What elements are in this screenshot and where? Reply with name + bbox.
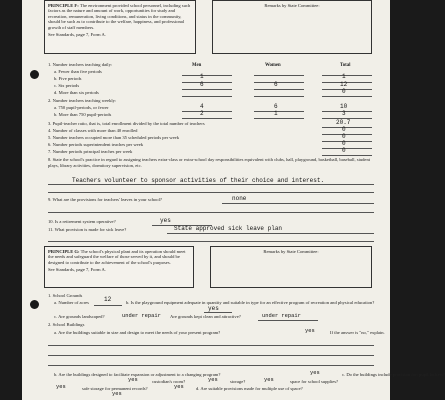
g1d-answer: under repair — [262, 313, 301, 319]
remarks-label: Remarks by State Committee: — [263, 249, 319, 254]
custodian-label: custodian's room? — [152, 379, 186, 384]
q2a-women: 6 — [274, 103, 278, 110]
remarks-box-f — [212, 0, 372, 54]
q9-label: 9. What are the provisions for teachers' leaves in your school? — [48, 197, 162, 202]
g2c-answer: yes — [128, 377, 138, 383]
q10-answer: yes — [160, 217, 171, 224]
q1c-men: 6 — [200, 81, 204, 88]
g1b-label: b. Is the playground equipment adequate in quantity and suitable in type for an effective program of recreation and physical education? — [126, 300, 375, 305]
q1b-men: 1 — [200, 73, 204, 80]
safe-answer: yes — [174, 384, 184, 390]
q1d-label: d. More than six periods — [54, 90, 99, 95]
q2b-men: 2 — [200, 110, 204, 117]
q6-label: 6. Number periods superintendent teaches per week — [48, 142, 144, 147]
q10-label: 10. Is a retirement system operative? — [48, 219, 116, 224]
storage-label: storage? — [230, 379, 246, 384]
punch-hole — [30, 70, 39, 79]
principle-g-title: PRINCIPLE G: — [48, 249, 80, 254]
q2-label: 2. Number teachers teaching weekly: — [48, 98, 117, 103]
q1c-total: 12 — [340, 81, 348, 88]
g1b-answer: yes — [208, 305, 219, 312]
remarks-label: Remarks by State Committee: — [264, 3, 320, 8]
remarks-box-g — [210, 246, 372, 288]
g2b-label: b. Are the buildings designed to facilitate expansion or adjustment to a changing program? — [54, 372, 221, 377]
q11-label: 11. What provision is made for sick leave? — [48, 227, 127, 232]
g1a-label: a. Number of acres — [54, 300, 89, 305]
q2b-label: b. More than 750 pupil-periods — [54, 112, 112, 117]
q3-label: 3. Pupil-teacher ratio, that is, total enrollment divided by the total number of teachers — [48, 121, 205, 126]
principle-f-box — [44, 0, 196, 54]
principle-f-title: PRINCIPLE F: — [48, 3, 79, 8]
g2b-answer: yes — [310, 370, 320, 376]
q1b-label: b. Five periods — [54, 76, 82, 81]
q4-label: 4. Number of classes with more than 40 enrolled — [48, 128, 138, 133]
column-men: Men — [192, 63, 202, 68]
g2d-answer: yes — [112, 391, 122, 397]
principle-f-reference: See Standards, page 7, Form A. — [48, 32, 106, 38]
punch-hole — [30, 300, 39, 309]
q11-answer: State approved sick leave plan — [174, 225, 283, 232]
g1d-label: Are grounds kept clean and attractive? — [170, 314, 241, 319]
principle-g-reference: See Standards, page 7, Form A. — [48, 267, 106, 273]
q2b-women: 1 — [274, 110, 278, 117]
supplies-answer: yes — [56, 384, 66, 390]
q5-value: 0 — [342, 133, 346, 140]
q3-value: 20.7 — [336, 119, 351, 126]
q7-value: 0 — [342, 147, 346, 154]
g1-label: 1. School Grounds — [48, 293, 83, 298]
q1c-women: 6 — [274, 81, 278, 88]
q1b-total: 1 — [342, 73, 346, 80]
principle-f-text: The environment provided school personnel, including such factors as the nature and amount of work, opportunities for study and recreation, remuneration, living conditions, and status in the community, should be such as to contribute to the welfare, happiness, and professional growth of staff members. — [48, 3, 191, 30]
q4-value: 0 — [342, 126, 346, 133]
principle-g-box — [44, 246, 194, 288]
q9-answer: none — [232, 195, 247, 202]
g1c-label: c. Are grounds landscaped? — [54, 314, 105, 319]
g2a-answer: yes — [305, 328, 315, 334]
questionnaire-page — [22, 0, 445, 400]
q1-label: 1. Number teachers teaching daily: — [48, 62, 113, 67]
q2b-total: 3 — [342, 110, 346, 117]
g2a-follow: If the answer is "no," explain. — [330, 330, 385, 335]
g1c-answer: under repair — [122, 313, 161, 319]
q8-label: 8. State the school's practice in regard to assigning teachers extra-class or extra-school day responsibilities equivalent with clubs, hall, playground, basketball, baseball, student plays, library activities, dormitory supervision, etc. — [48, 157, 371, 168]
g2a-label: a. Are the buildings suitable in size and design to meet the needs of your present program? — [54, 330, 221, 335]
g2d-label: d. Are suitable provisions made for multiple use of space? — [196, 386, 303, 391]
q5-label: 5. Number teachers occupied more than 35 scheduled periods per week — [48, 135, 180, 140]
g1a-answer: 12 — [104, 296, 112, 303]
g2-label: 2. School Buildings — [48, 322, 85, 327]
q2a-label: a. 750 pupil-periods, or fewer — [54, 105, 109, 110]
q2a-total: 10 — [340, 103, 348, 110]
column-women: Women — [265, 63, 281, 68]
q1c-label: c. Six periods — [54, 83, 80, 88]
q7-label: 7. Number periods principal teaches per week — [48, 149, 133, 154]
q1d-total: 0 — [342, 88, 346, 95]
q2a-men: 4 — [200, 103, 204, 110]
custodian-answer: yes — [208, 377, 218, 383]
column-total: Total — [340, 63, 351, 68]
q1a-label: a. Fewer than five periods — [54, 69, 102, 74]
q6-value: 0 — [342, 140, 346, 147]
safe-label: safe storage for permanent records? — [82, 386, 148, 391]
storage-answer: yes — [264, 377, 274, 383]
space-label: space for school supplies? — [290, 379, 339, 384]
q8-answer: Teachers volunteer to sponsor activities of their choice and interest. — [72, 177, 325, 184]
principle-g-text: The school's physical plant and its operation should meet the needs and safeguard the welfare of those served by it, and should be designed to contribute to the achievement of the school's purposes. — [48, 249, 186, 265]
g2c-label: c. Do the buildings include provision for: pupil lockers? — [342, 372, 445, 377]
